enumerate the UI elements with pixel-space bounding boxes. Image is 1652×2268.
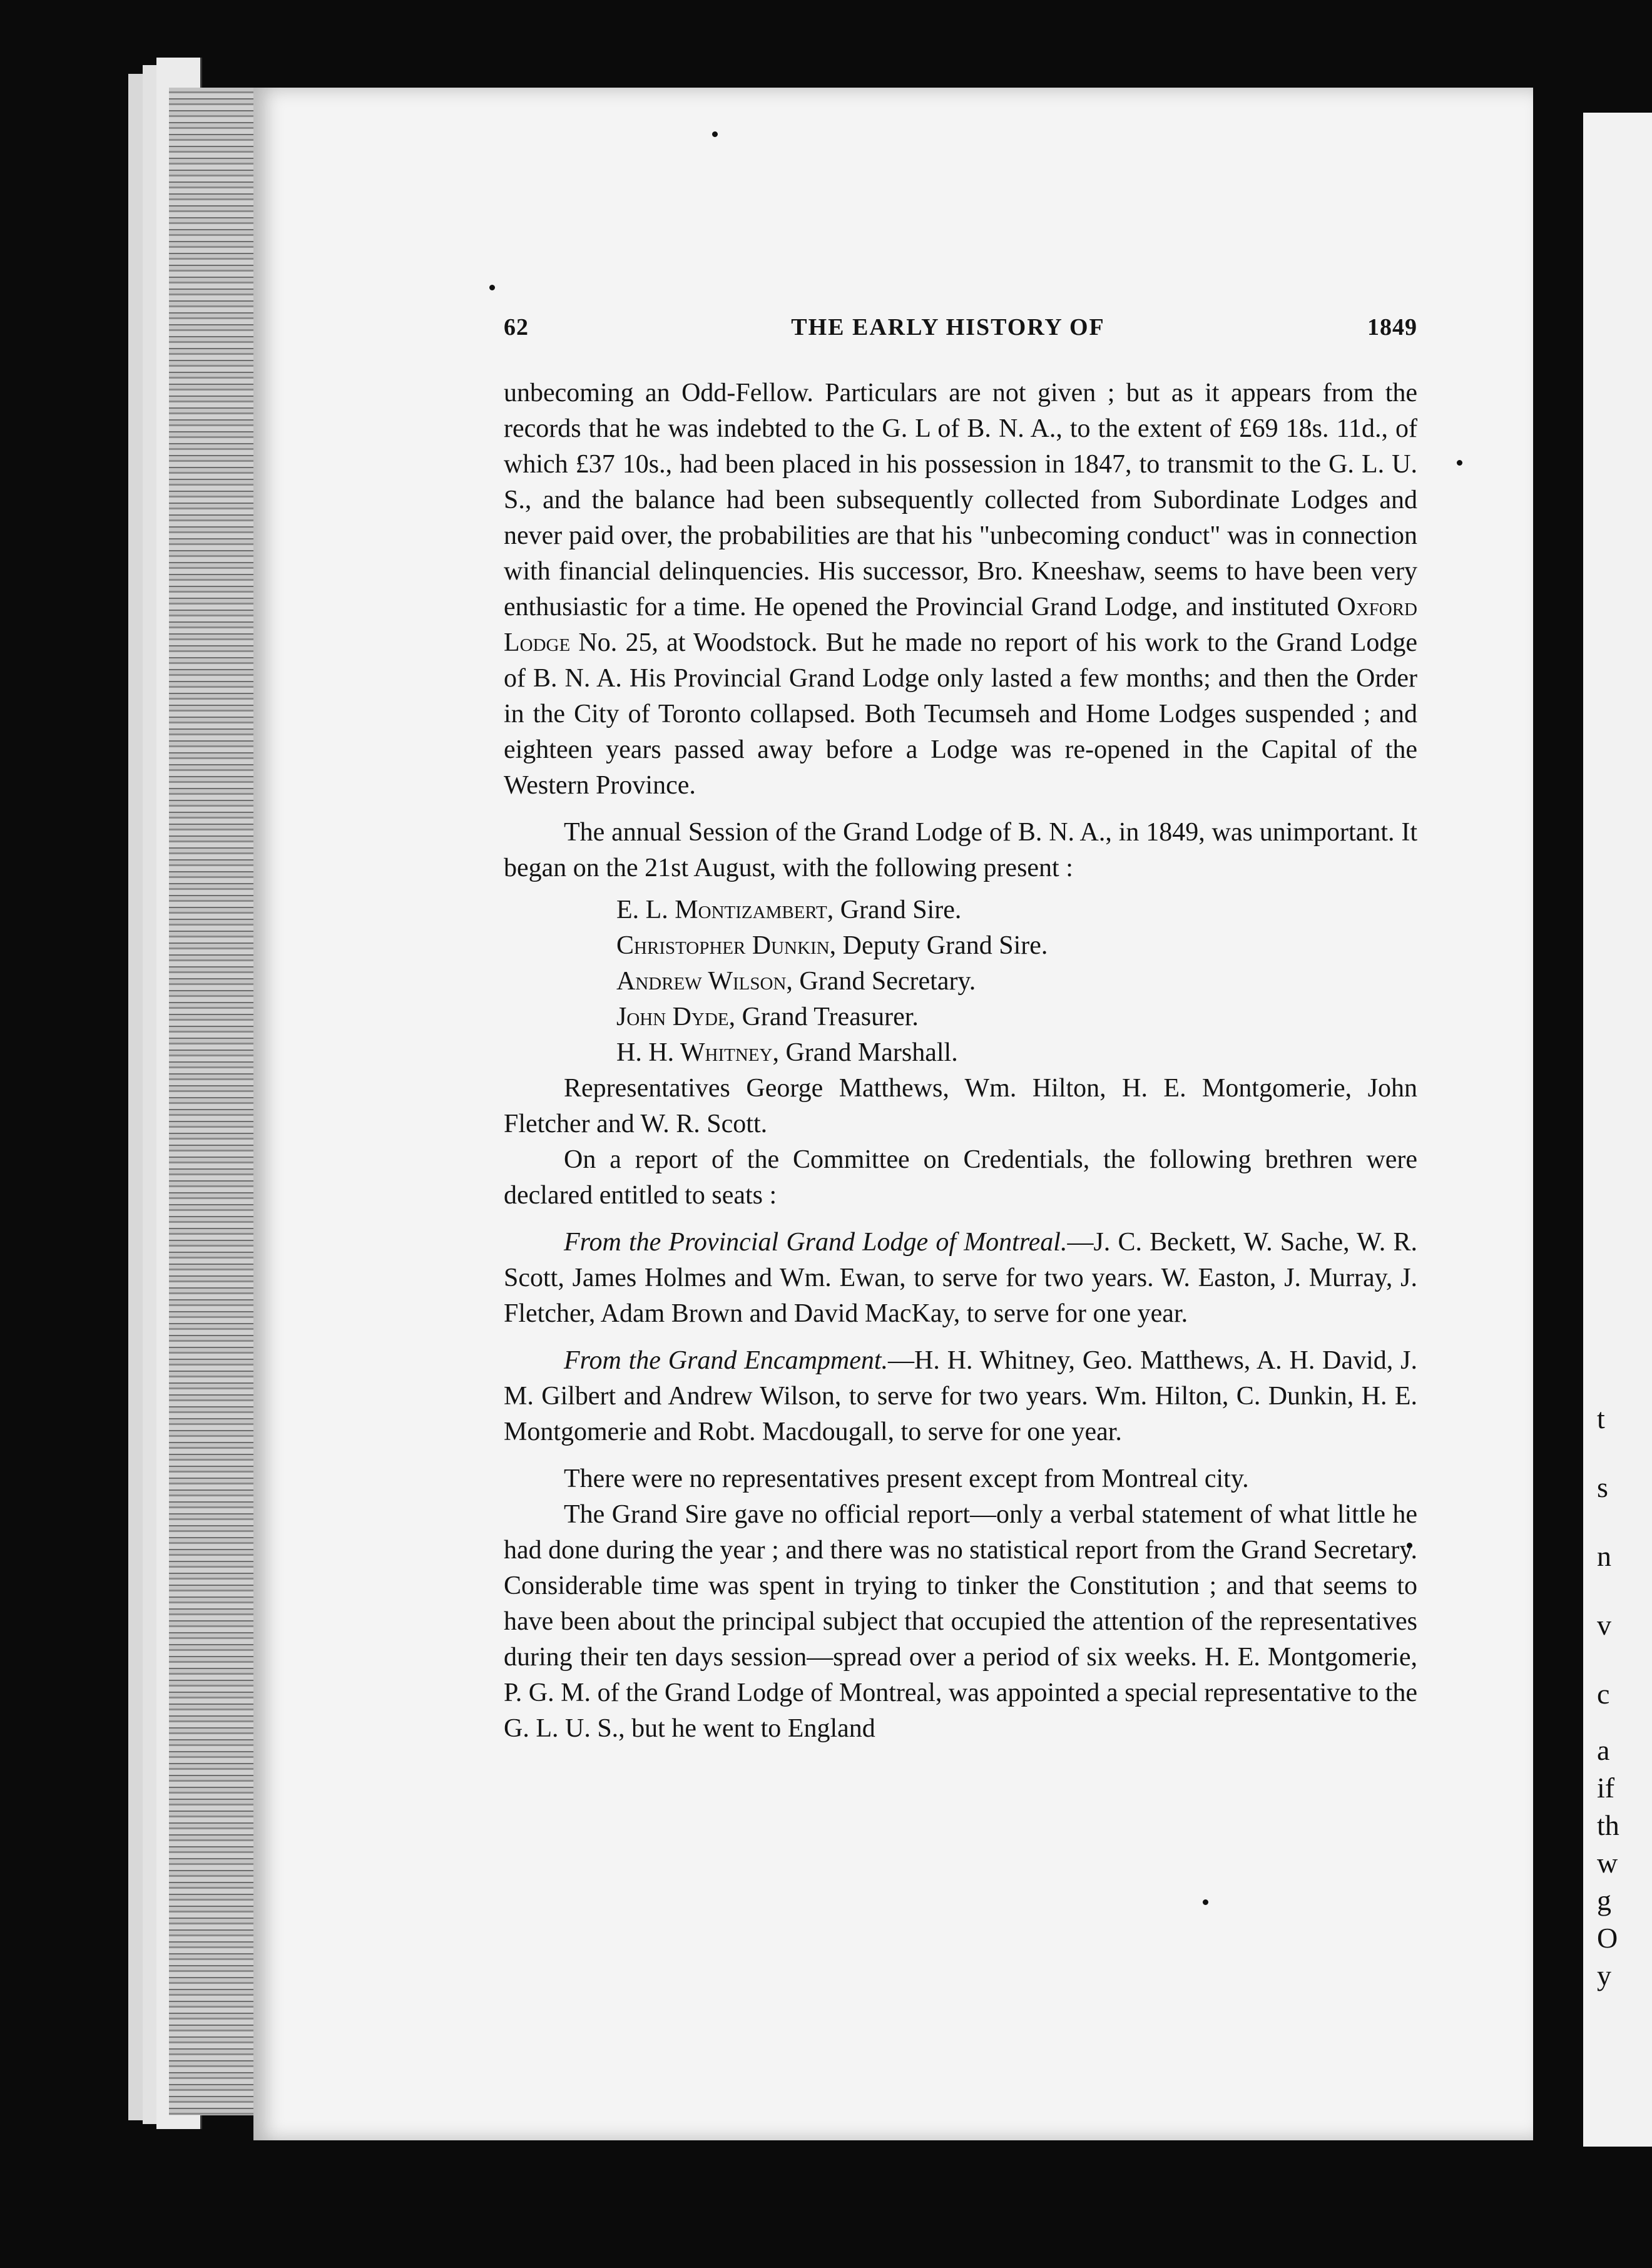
- paragraph: The Grand Sire gave no official report—only a verbal statement of what little he had done during the year ; and there was no statistical report from the Grand Secretary. Considerable time was spent in trying to tinker the Constitution ; and that seems to have been about the principal subject that occupied the attention of the representatives during their ten days session—spread over a period of six weeks. H. E. Montgomerie, P. G. M. of the Grand Lodge of Montreal, was appointed a special representative to the G. L. U. S., but he went to England: [504, 1500, 1417, 1743]
- next-page-edge: [1583, 113, 1652, 2147]
- section-lead: From the Provincial Grand Lodge of Montreal.: [564, 1228, 1068, 1257]
- paragraph: unbecoming an Odd-Fellow. Particulars are not given ; but as it appears from the records that he was indebted to the G. L of B. N. A., to the extent of £69 18s. 11d., of which £37 10s., had been placed in his possession in 1847, to transmit to the G. L. U. S., and the balance had been subsequently collected from Subordinate Lodges and never paid over, the probabilities are that his "unbecoming conduct" was in connection with financial delinquencies. His successor, Bro. Kneeshaw, seems to have been very enthusiastic for a time. He opened the Provincial Grand Lodge, and instituted Oxford Lodge No. 25, at Woodstock. But he made no report of his work to the Grand Lodge of B. N. A. His Provincial Grand Lodge only lasted a few months; and then the Order in the City of Toronto collapsed. Both Tecumseh and Home Lodges suspended ; and eighteen years passed away before a Lodge was re-opened in the Capital of the Western Province.: [504, 379, 1417, 800]
- page-number: 62: [504, 314, 529, 340]
- officer-entry: H. H. Whitney, Grand Marshall.: [616, 1038, 958, 1067]
- officer-list: [616, 892, 1417, 1071]
- next-page-fragment: n: [1597, 1540, 1611, 1572]
- paragraph: There were no representatives present except from Montreal city.: [564, 1464, 1249, 1493]
- paragraph: Representatives George Matthews, Wm. Hilton, H. E. Montgomerie, John Fletcher and W. R. Scott.: [504, 1074, 1417, 1138]
- officer-entry: Christopher Dunkin, Deputy Grand Sire.: [616, 931, 1048, 960]
- next-page-fragment: c: [1597, 1678, 1610, 1710]
- running-year: 1849: [1367, 314, 1417, 340]
- running-title: THE EARLY HISTORY OF: [791, 314, 1105, 340]
- next-page-fragment: if: [1597, 1772, 1615, 1804]
- next-page-fragment: w: [1597, 1847, 1618, 1879]
- next-page-fragment: s: [1597, 1471, 1608, 1503]
- paragraph: From the Provincial Grand Lodge of Montreal.—J. C. Beckett, W. Sache, W. R. Scott, James Holmes and Wm. Ewan, to serve for two years. W. Easton, J. Murray, J. Fletcher, Adam Brown and David MacKay, to serve for one year.: [504, 1228, 1417, 1328]
- officer-entry: E. L. Montizambert, Grand Sire.: [616, 896, 962, 924]
- next-page-fragment: v: [1597, 1609, 1611, 1641]
- next-page-fragment: t: [1597, 1402, 1605, 1434]
- binding-gutter: [169, 88, 263, 2115]
- lodge-name: Oxford Lodge: [504, 593, 1417, 657]
- next-page-fragment: a: [1597, 1734, 1610, 1766]
- running-head: [504, 310, 1417, 345]
- next-page-fragment: O: [1597, 1922, 1618, 1954]
- officer-entry: John Dyde, Grand Treasurer.: [616, 1003, 919, 1031]
- paragraph: From the Grand Encampment.—H. H. Whitney, Geo. Matthews, A. H. David, J. M. Gilbert and Andrew Wilson, to serve for two years. Wm. Hilton, C. Dunkin, H. E. Montgomerie and Robt. Macdougall, to serve for one year.: [504, 1346, 1417, 1446]
- paragraph: On a report of the Committee on Credentials, the following brethren were declared entitled to seats :: [504, 1145, 1417, 1210]
- paragraph: The annual Session of the Grand Lodge of B. N. A., in 1849, was unimportant. It began on the 21st August, with the following present :: [504, 818, 1417, 882]
- officer-entry: Andrew Wilson, Grand Secretary.: [616, 967, 976, 996]
- next-page-fragment: y: [1597, 1959, 1611, 1991]
- next-page-fragment: th: [1597, 1809, 1619, 1841]
- next-page-fragment: g: [1597, 1884, 1611, 1916]
- section-lead: From the Grand Encampment.: [564, 1346, 889, 1375]
- page-text: [504, 310, 1417, 1747]
